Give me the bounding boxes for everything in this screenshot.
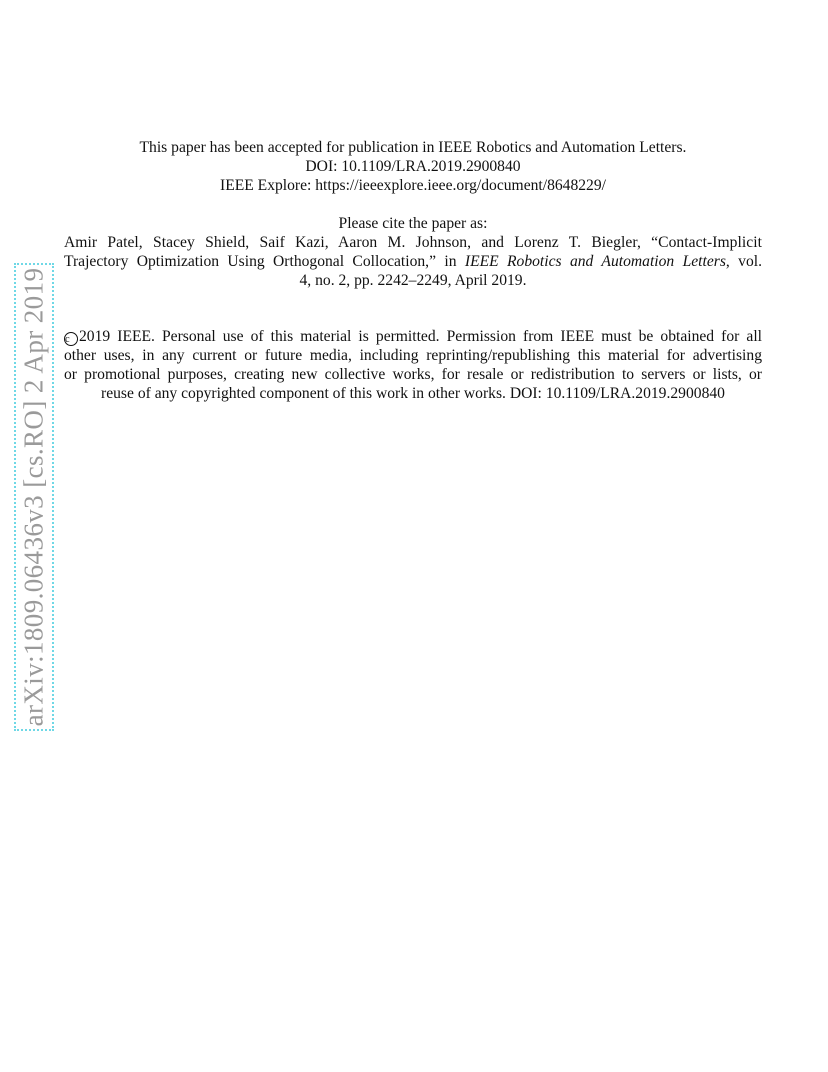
copyright-line-3: or promotional purposes, creating new collective works, for resale or redistribution to servers or lists, or [64, 366, 762, 383]
citation-block [64, 214, 762, 290]
doi-line: DOI: 10.1109/LRA.2019.2900840 [305, 158, 521, 175]
citation-title-text: Trajectory Optimization Using Orthogonal Collocation,” in [64, 253, 465, 270]
citation-line-2 [64, 252, 762, 271]
citation-journal-name: IEEE Robotics and Automation Letters [464, 253, 726, 270]
copyright-icon: c [64, 332, 78, 346]
copyright-line-1 [64, 327, 762, 346]
arxiv-identifier-text: arXiv:1809.06436v3 [cs.RO] 2 Apr 2019 [18, 267, 49, 727]
copyright-line-1-text: 2019 IEEE. Personal use of this material is permitted. Permission from IEEE must be obtained for all [79, 328, 762, 345]
copyright-notice [64, 327, 762, 403]
citation-authors-text: Amir Patel, Stacey Shield, Saif Kazi, Aaron M. Johnson, and Lorenz T. Biegler, “Contact-Implicit [64, 234, 762, 251]
citation-line-3: 4, no. 2, pp. 2242–2249, April 2019. [299, 272, 527, 289]
citation-volume-text: , vol. [725, 253, 762, 270]
citation-line-1 [64, 233, 762, 252]
arxiv-identifier-stamp[interactable] [14, 263, 54, 731]
copyright-line-4: reuse of any copyrighted component of this work in other works. DOI: 10.1109/LRA.2019.2900840 [101, 385, 725, 402]
publication-notice [64, 138, 762, 195]
citation-heading: Please cite the paper as: [338, 215, 488, 232]
acceptance-statement: This paper has been accepted for publication in IEEE Robotics and Automation Letters. [139, 139, 687, 156]
copyright-line-2: other uses, in any current or future media, including reprinting/republishing this material for advertising [64, 347, 762, 364]
ieee-explore-link[interactable]: IEEE Explore: https://ieeexplore.ieee.org/document/8648229/ [220, 177, 606, 194]
